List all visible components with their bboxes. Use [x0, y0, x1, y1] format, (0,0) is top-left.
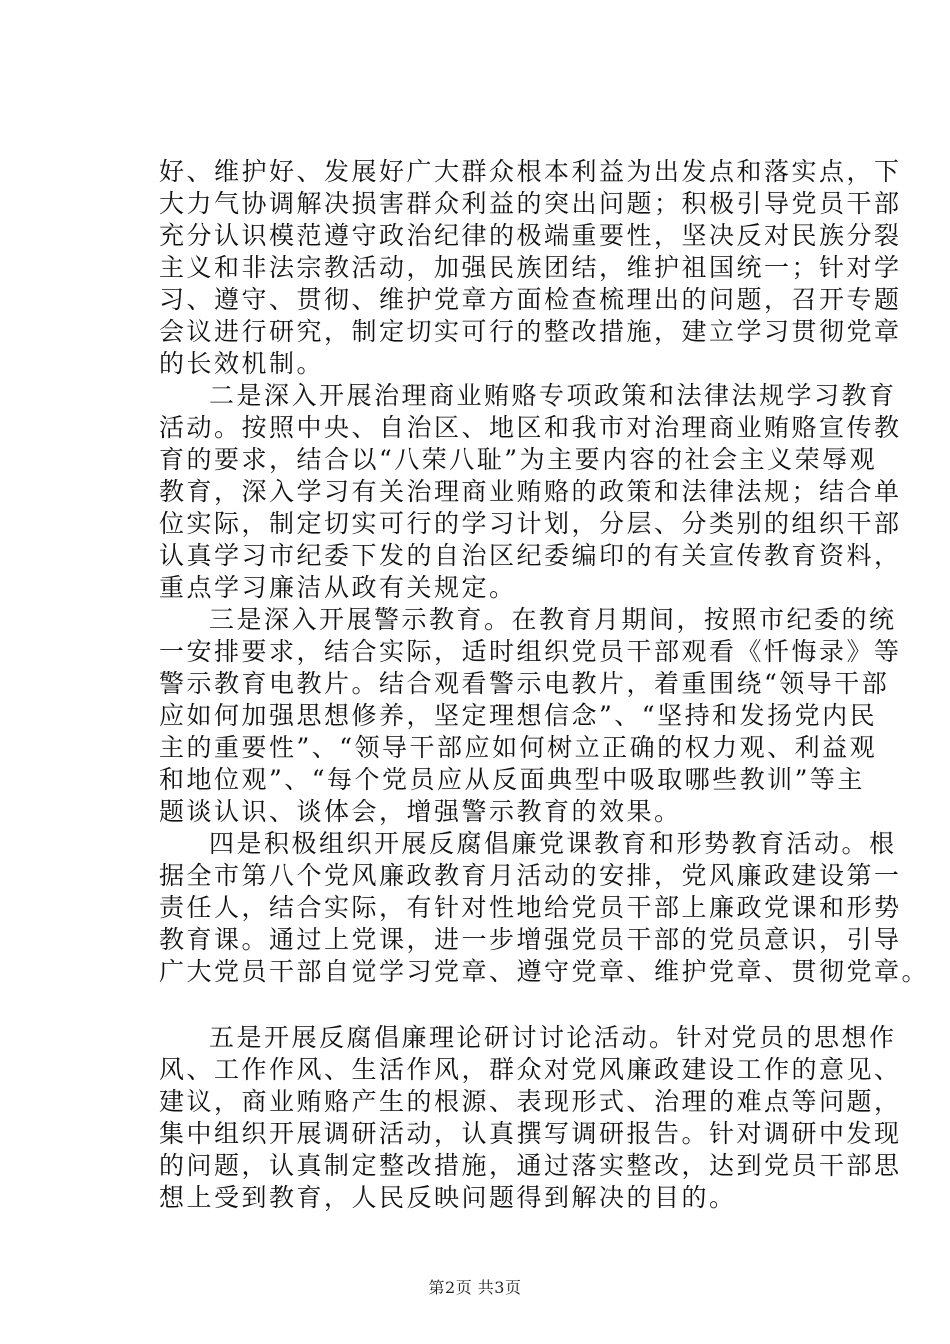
paragraph-start-line: 四是积极组织开展反腐倡廉党课教育和形势教育活动。根 — [209, 829, 897, 858]
paragraph-start-line: 三是深入开展警示教育。在教育月期间，按照市纪委的统 — [209, 605, 897, 634]
page-number-footer: 第2页 共3页 — [428, 1278, 522, 1297]
text-line: 大力气协调解决损害群众利益的突出问题；积极引导党员干部 — [159, 189, 902, 218]
text-line: 主的重要性”、“领导干部应如何树立正确的权力观、利益观 — [159, 733, 878, 762]
text-line: 活动。按照中央、自治区、地区和我市对治理商业贿赂宣传教 — [159, 413, 902, 442]
text-line: 应如何加强思想修养，坚定理想信念”、“坚持和发扬党内民 — [159, 701, 878, 730]
text-line: 教育课。通过上党课，进一步增强党员干部的党员意识，引导 — [159, 925, 902, 954]
text-line: 和地位观”、“每个党员应从反面典型中吸取哪些教训”等主 — [159, 765, 865, 794]
text-line: 的长效机制。 — [159, 349, 325, 378]
text-line: 广大党员干部自觉学习党章、遵守党章、维护党章、贯彻党章。 — [159, 957, 930, 986]
paragraph-start-line: 二是深入开展治理商业贿赂专项政策和法律法规学习教育 — [209, 381, 897, 410]
text-line: 重点学习廉洁从政有关规定。 — [159, 573, 517, 602]
text-line: 一安排要求，结合实际，适时组织党员干部观看《忏悔录》等 — [159, 637, 902, 666]
text-line: 想上受到教育，人民反映问题得到解决的目的。 — [159, 1183, 737, 1212]
text-line: 好、维护好、发展好广大群众根本利益为出发点和落实点，下 — [159, 157, 902, 186]
text-line: 教育，深入学习有关治理商业贿赂的政策和法律法规；结合单 — [159, 477, 902, 506]
text-line: 建议，商业贿赂产生的根源、表现形式、治理的难点等问题， — [159, 1087, 902, 1116]
text-line: 育的要求，结合以“八荣八耻”为主要内容的社会主义荣辱观 — [159, 445, 878, 474]
document-body — [159, 156, 930, 1214]
text-line: 认真学习市纪委下发的自治区纪委编印的有关宣传教育资料， — [159, 541, 902, 570]
paragraph-gap — [159, 988, 859, 1022]
text-line: 据全市第八个党风廉政教育月活动的安排，党风廉政建设第一 — [159, 861, 902, 890]
text-line: 充分认识模范遵守政治纪律的极端重要性，坚决反对民族分裂 — [159, 221, 902, 250]
text-line: 风、工作作风、生活作风，群众对党风廉政建设工作的意见、 — [159, 1055, 902, 1084]
text-line: 责任人，结合实际，有针对性地给党员干部上廉政党课和形势 — [159, 893, 902, 922]
text-line: 警示教育电教片。结合观看警示电教片，着重围绕“领导干部 — [159, 669, 890, 698]
text-line: 习、遵守、贯彻、维护党章方面检查梳理出的问题，召开专题 — [159, 285, 902, 314]
paragraph-start-line: 五是开展反腐倡廉理论研讨讨论活动。针对党员的思想作 — [209, 1023, 897, 1052]
text-line: 题谈认识、谈体会，增强警示教育的效果。 — [159, 797, 682, 826]
text-line: 的问题，认真制定整改措施，通过落实整改，达到党员干部思 — [159, 1151, 902, 1180]
text-line: 会议进行研究，制定切实可行的整改措施，建立学习贯彻党章 — [159, 317, 902, 346]
text-line: 主义和非法宗教活动，加强民族团结，维护祖国统一；针对学 — [159, 253, 902, 282]
text-line: 集中组织开展调研活动，认真撰写调研报告。针对调研中发现 — [159, 1119, 902, 1148]
text-line: 位实际，制定切实可行的学习计划，分层、分类别的组织干部 — [159, 509, 902, 538]
